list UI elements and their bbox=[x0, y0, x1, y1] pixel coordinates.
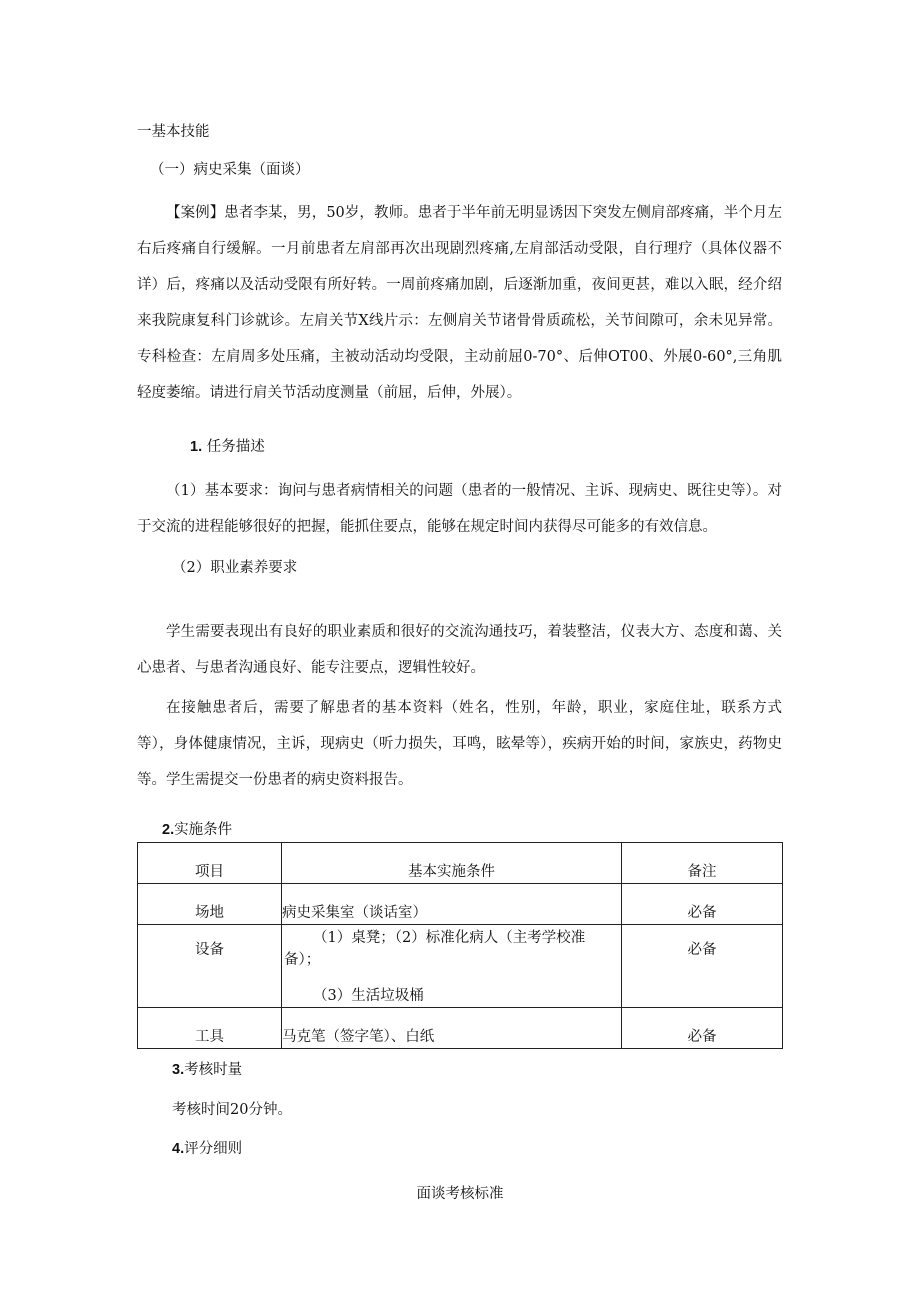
header-conditions: 基本实施条件 bbox=[282, 843, 622, 884]
basic-requirement-paragraph: （1）基本要求：询问与患者病情相关的问题（患者的一般情况、主诉、现病史、既往史等）。对于交流的进程能够很好的把握，能抓住要点，能够在规定时间内获得尽可能多的有效信息。 bbox=[137, 483, 782, 535]
task-number: 1. bbox=[190, 439, 203, 455]
table-row bbox=[138, 925, 783, 1008]
conditions-table bbox=[137, 842, 783, 1049]
row-site-item: 场地 bbox=[138, 884, 282, 925]
task-title: 任务描述 bbox=[206, 439, 265, 455]
conditions-heading bbox=[162, 816, 232, 844]
subsection-title: （一）病史采集（面谈） bbox=[150, 162, 310, 178]
table-row bbox=[138, 1008, 783, 1049]
conditions-number: 2. bbox=[162, 822, 175, 838]
table-row bbox=[138, 884, 783, 925]
header-note: 备注 bbox=[622, 843, 783, 884]
conditions-title: 实施条件 bbox=[174, 822, 233, 838]
row-equipment-note: 必备 bbox=[622, 925, 783, 1008]
row-equipment-desc-cell bbox=[282, 925, 622, 1008]
task-heading bbox=[190, 433, 265, 461]
time-text: 考核时间20分钟。 bbox=[172, 1102, 292, 1118]
scoring-table-caption: 面谈考核标准 bbox=[416, 1186, 504, 1202]
row-equipment-desc-2: （3）生活垃圾桶 bbox=[313, 988, 424, 1004]
time-number: 3. bbox=[172, 1062, 185, 1078]
row-site-desc: 病史采集室（谈话室） bbox=[282, 884, 622, 925]
scoring-number: 4. bbox=[172, 1141, 185, 1157]
row-tools-desc: 马克笔（签字笔）、白纸 bbox=[282, 1008, 622, 1049]
row-tools-note: 必备 bbox=[622, 1008, 783, 1049]
time-heading bbox=[172, 1056, 242, 1084]
case-paragraph: 【案例】患者李某，男，50岁，教师。患者于半年前无明显诱因下突发左侧肩部疼痛，半个月左右后疼痛自行缓解。一月前患者左肩部再次出现剧烈疼痛,左肩部活动受限，自行理疗（具体仪器不详）后，疼痛以及活动受限有所好转。一周前疼痛加剧，后逐渐加重，夜间更甚，难以入眠，经介绍来我院康复科门诊就诊。左肩关节X线片示：左侧肩关节诸骨骨质疏松，关节间隙可，余未见异常。专科检查：左肩周多处压痛，主被动活动均受限，主动前屈0-70°、后伸OT00、外展0-60°,三角肌轻度萎缩。请进行肩关节活动度测量（前屈，后伸，外展）。 bbox=[137, 205, 782, 401]
professional-paragraph-2: 在接触患者后，需要了解患者的基本资料（姓名，性别，年龄，职业，家庭住址，联系方式等），身体健康情况，主诉，现病史（听力损失，耳鸣，眩晕等），疾病开始的时间，家族史，药物史等。学生需提交一份患者的病史资料报告。 bbox=[137, 700, 782, 788]
row-site-note: 必备 bbox=[622, 884, 783, 925]
scoring-title: 评分细则 bbox=[184, 1141, 243, 1157]
header-item: 项目 bbox=[138, 843, 282, 884]
professional-paragraph-1: 学生需要表现出有良好的职业素质和很好的交流沟通技巧，着装整洁，仪表大方、态度和蔼、关心患者、与患者沟通良好、能专注要点，逻辑性较好。 bbox=[137, 624, 782, 676]
section-title: 一基本技能 bbox=[137, 124, 210, 140]
row-equipment-desc: （1）桌凳；（2）标准化病人（主考学校准备）； bbox=[284, 930, 586, 968]
row-tools-item: 工具 bbox=[138, 1008, 282, 1049]
scoring-heading bbox=[172, 1135, 242, 1163]
row-equipment-item: 设备 bbox=[138, 925, 282, 1008]
table-header-row bbox=[138, 843, 783, 884]
professional-requirement-title: （2）职业素养要求 bbox=[172, 560, 298, 576]
time-title: 考核时量 bbox=[184, 1062, 243, 1078]
